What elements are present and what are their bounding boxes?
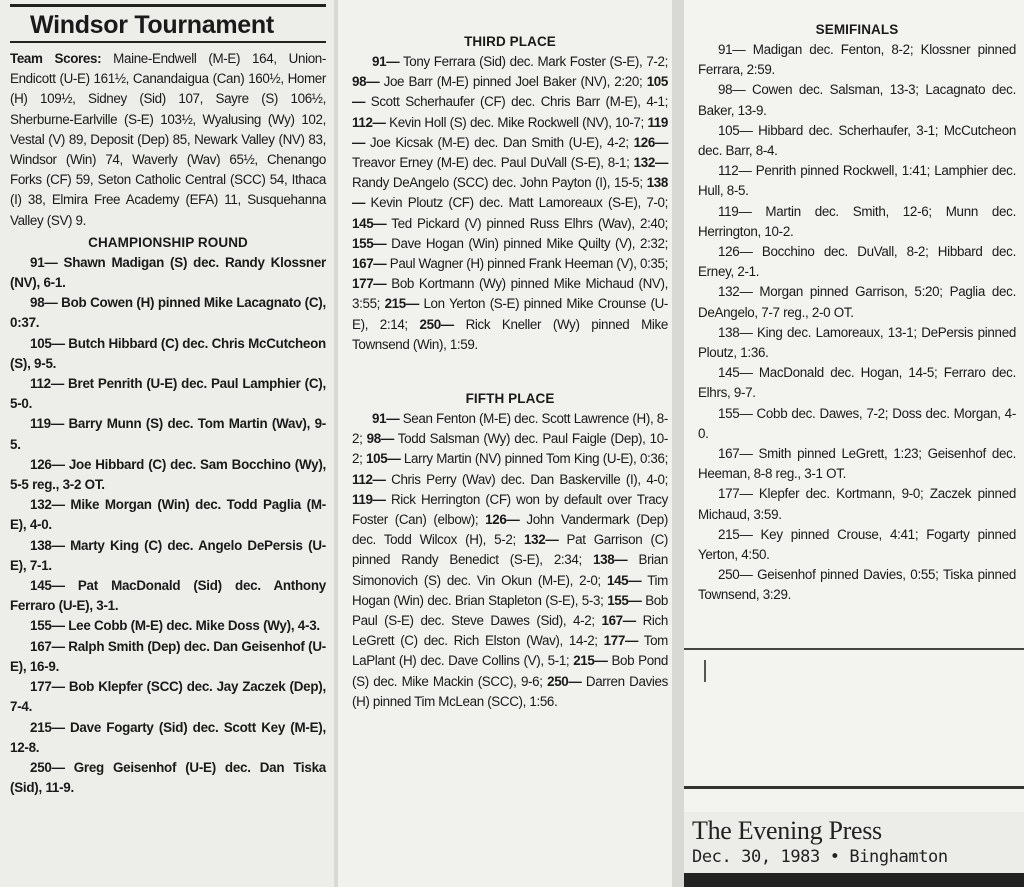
championship-heading: CHAMPIONSHIP ROUND bbox=[88, 234, 248, 250]
weight-class: 126— bbox=[633, 134, 668, 150]
championship-result: 98— Bob Cowen (H) pinned Mike Lacagnato (C), 0:37. bbox=[10, 295, 326, 331]
weight-class: 145— bbox=[606, 572, 642, 588]
weight-class: 112— bbox=[352, 114, 386, 130]
top-rule bbox=[10, 4, 326, 7]
bout-result: Joe Barr (M-E) pinned Joel Baker (NV), 2:20; bbox=[379, 74, 647, 90]
bout-result: Tim Hogan (Win) dec. Brian Stapleton (S-E), 5-3; bbox=[352, 572, 668, 608]
bout-result: Sean Fenton (M-E) dec. Scott Lawrence (H), 8-2; bbox=[352, 411, 668, 447]
weight-class: 155— bbox=[352, 235, 387, 251]
weight-class: 105— bbox=[352, 74, 668, 110]
bout-result: Joe Kicsak (M-E) dec. Dan Smith (U-E), 4-2; bbox=[365, 134, 634, 150]
bout-result: Bob Paul (S-E) dec. Steve Dawes (Sid), 4-2; bbox=[352, 592, 668, 629]
weight-class: 91— bbox=[372, 54, 400, 69]
column-gutter bbox=[672, 0, 684, 887]
weight-class: 119— bbox=[352, 114, 668, 150]
semifinal-result: 112— Penrith pinned Rockwell, 1:41; Lamphier dec. Hull, 8-5. bbox=[698, 163, 1016, 199]
semifinal-result: 155— Cobb dec. Dawes, 7-2; Doss dec. Morgan, 4-0. bbox=[698, 405, 1016, 441]
column-left bbox=[0, 0, 334, 887]
championship-result: 250— Greg Geisenhof (U-E) dec. Dan Tiska (Sid), 11-9. bbox=[10, 759, 326, 796]
semifinals-heading: SEMIFINALS bbox=[815, 22, 899, 37]
championship-result: 145— Pat MacDonald (Sid) dec. Anthony Ferraro (U-E), 3-1. bbox=[10, 578, 326, 614]
weight-class: 177— bbox=[603, 633, 638, 649]
column-tick-mark bbox=[704, 660, 706, 682]
championship-result: 167— Ralph Smith (Dep) dec. Dan Geisenhof (U-E), 16-9. bbox=[10, 638, 326, 674]
semifinal-result: 126— Bocchino dec. DuVall, 8-2; Hibbard dec. Erney, 2-1. bbox=[698, 244, 1016, 280]
championship-result: 126— Joe Hibbard (C) dec. Sam Bocchino (Wy), 5-5 reg., 3-2 OT. bbox=[10, 456, 326, 493]
bout-result: Bob Kortmann (Wy) pinned Mike Michaud (NV), 3:55; bbox=[352, 276, 668, 312]
fifth-place-results bbox=[352, 409, 668, 712]
weight-class: 105— bbox=[366, 451, 401, 467]
weight-class: 119— bbox=[352, 491, 386, 507]
bout-result: Larry Martin (NV) pinned Tom King (U-E), 0:36; bbox=[400, 451, 668, 467]
column-right bbox=[684, 0, 1024, 887]
column-middle bbox=[338, 0, 672, 887]
third-place-heading: THIRD PLACE bbox=[464, 34, 556, 49]
weight-class: 132— bbox=[633, 155, 668, 171]
bout-result: Dave Hogan (Win) pinned Mike Quilty (V), 2:32; bbox=[386, 235, 668, 251]
championship-result: 91— Shawn Madigan (S) dec. Randy Klossner (NV), 6-1. bbox=[10, 254, 326, 291]
article-title: Windsor Tournament bbox=[30, 11, 274, 39]
footer-bar bbox=[684, 873, 1024, 887]
semifinal-result: 177— Klepfer dec. Kortmann, 9-0; Zaczek pinned Michaud, 3:59. bbox=[698, 486, 1016, 522]
title-rule bbox=[10, 41, 326, 43]
championship-result: 105— Butch Hibbard (C) dec. Chris McCutcheon (S), 9-5. bbox=[10, 335, 326, 371]
weight-class: 132— bbox=[524, 532, 559, 548]
newspaper-name: The Evening Press bbox=[692, 816, 882, 845]
weight-class: 98— bbox=[366, 431, 394, 447]
championship-result: 177— Bob Klepfer (SCC) dec. Jay Zaczek (Dep), 7-4. bbox=[10, 679, 326, 715]
bout-result: Rick Kneller (Wy) pinned Mike Townsend (Win), 1:59. bbox=[352, 316, 668, 352]
weight-class: 126— bbox=[485, 512, 520, 528]
newspaper-dateline: Dec. 30, 1983 • Binghamton bbox=[692, 847, 948, 867]
team-scores-label: Team Scores: bbox=[10, 51, 102, 66]
weight-class: 167— bbox=[352, 256, 387, 272]
semifinal-result: 167— Smith pinned LeGrett, 1:23; Geisenhof dec. Heeman, 8-8 reg., 3-1 OT. bbox=[698, 446, 1016, 482]
semifinal-result: 91— Madigan dec. Fenton, 8-2; Klossner pinned Ferrara, 2:59. bbox=[698, 42, 1016, 78]
footer-rule bbox=[684, 786, 1024, 789]
bout-result: Treavor Erney (M-E) dec. Paul DuVall (S-E), 8-1; bbox=[352, 155, 634, 171]
championship-result: 132— Mike Morgan (Win) dec. Todd Paglia (M-E), 4-0. bbox=[10, 497, 326, 533]
team-scores-text: Maine-Endwell (M-E) 164, Union-Endicott (U-E) 161½, Canandaigua (Can) 160½, Homer (H) 109½, Sidney (Sid) 107, Sayre (S) 106½, Sherburne-Earlville (S-E) 103½, Wyalusing (Wy) 102, Vestal (V) 89, Deposit (Dep) 85, Newark Valley (NV) 83, Windsor (Win) 74, Waverly (Wav) 65½, Chenango Forks (CF) 59, Seton Catholic Central (SCC) 54, Ithaca (I) 38, Elmira Free Academy (EFA) 11, Susquehanna Valley (SV) 9. bbox=[10, 51, 327, 228]
weight-class: 145— bbox=[352, 215, 387, 231]
semifinal-result: 105— Hibbard dec. Scherhaufer, 3-1; McCutcheon dec. Barr, 8-4. bbox=[698, 122, 1016, 159]
weight-class: 177— bbox=[352, 276, 387, 292]
bout-result: Lon Yerton (S-E) pinned Mike Crounse (U-E), 2:14; bbox=[352, 296, 668, 332]
bout-result: Darren Davies (H) pinned Tim McLean (SCC), 1:56. bbox=[352, 673, 668, 709]
weight-class: 250— bbox=[547, 673, 582, 689]
semifinal-result: 119— Martin dec. Smith, 12-6; Munn dec. Herrington, 10-2. bbox=[698, 203, 1016, 239]
championship-result: 112— Bret Penrith (U-E) dec. Paul Lamphier (C), 5-0. bbox=[10, 376, 326, 412]
bout-result: Tom LaPlant (H) dec. Dave Collins (V), 5-1; bbox=[352, 633, 668, 669]
weight-class: 250— bbox=[419, 316, 454, 332]
section-rule bbox=[684, 648, 1024, 650]
semifinal-result: 250— Geisenhof pinned Davies, 0:55; Tiska pinned Townsend, 3:29. bbox=[698, 567, 1016, 603]
bout-result: Todd Salsman (Wy) dec. Paul Faigle (Dep), 10-2; bbox=[352, 431, 668, 467]
championship-result: 155— Lee Cobb (M-E) dec. Mike Doss (Wy), 4-3. bbox=[30, 618, 320, 634]
weight-class: 138— bbox=[593, 552, 628, 568]
semifinals-results bbox=[698, 40, 1016, 606]
bout-result: Brian Simonovich (S) dec. Vin Okun (M-E), 2-0; bbox=[352, 552, 668, 588]
championship-result: 138— Marty King (C) dec. Angelo DePersis (U-E), 7-1. bbox=[10, 537, 326, 573]
bout-result: Randy DeAngelo (SCC) dec. John Payton (I), 15-5; bbox=[352, 175, 647, 191]
semifinal-result: 215— Key pinned Crouse, 4:41; Fogarty pinned Yerton, 4:50. bbox=[698, 526, 1016, 563]
bout-result: John Vandermark (Dep) dec. Todd Wilcox (H), 5-2; bbox=[352, 512, 668, 548]
championship-result: 215— Dave Fogarty (Sid) dec. Scott Key (M-E), 12-8. bbox=[10, 719, 326, 755]
weight-class: 91— bbox=[372, 411, 400, 427]
weight-class: 215— bbox=[384, 296, 419, 312]
bout-result: Rick Herrington (CF) won by default over Tracy Foster (Can) (elbow); bbox=[352, 491, 668, 528]
championship-results bbox=[10, 253, 326, 798]
bout-result: Ted Pickard (V) pinned Russ Elhrs (Wav), 2:40; bbox=[386, 215, 668, 231]
bout-result: Rich LeGrett (C) dec. Rich Elston (Wav), 14-2; bbox=[352, 613, 668, 649]
semifinal-result: 145— MacDonald dec. Hogan, 14-5; Ferraro dec. Elhrs, 9-7. bbox=[698, 365, 1016, 401]
weight-class: 167— bbox=[601, 613, 636, 629]
bout-result: Chris Perry (Wav) dec. Dan Baskerville (I), 4-0; bbox=[385, 471, 668, 487]
semifinal-result: 138— King dec. Lamoreaux, 13-1; DePersis pinned Ploutz, 1:36. bbox=[698, 324, 1016, 361]
bout-result: Kevin Holl (S) dec. Mike Rockwell (NV), 10-7; bbox=[385, 114, 648, 130]
weight-class: 215— bbox=[573, 653, 608, 669]
bout-result: Tony Ferrara (Sid) dec. Mark Foster (S-E), 7-2; bbox=[399, 54, 668, 69]
bout-result: Bob Pond (S) dec. Mike Mackin (SCC), 9-6; bbox=[352, 653, 669, 689]
semifinal-result: 98— Cowen dec. Salsman, 13-3; Lacagnato dec. Baker, 13-9. bbox=[698, 82, 1016, 118]
fifth-place-heading: FIFTH PLACE bbox=[465, 391, 555, 407]
weight-class: 138— bbox=[352, 175, 668, 211]
weight-class: 98— bbox=[352, 74, 380, 90]
bout-result: Paul Wagner (H) pinned Frank Heeman (V), 0:35; bbox=[386, 256, 668, 272]
semifinal-result: 132— Morgan pinned Garrison, 5:20; Paglia dec. DeAngelo, 7-7 reg., 2-0 OT. bbox=[698, 284, 1016, 320]
bout-result: Scott Scherhaufer (CF) dec. Chris Barr (M-E), 4-1; bbox=[365, 94, 668, 110]
weight-class: 155— bbox=[607, 592, 642, 608]
championship-result: 119— Barry Munn (S) dec. Tom Martin (Wav), 9-5. bbox=[10, 416, 326, 452]
bout-result: Pat Garrison (C) pinned Randy Benedict (S-E), 2:34; bbox=[352, 532, 668, 568]
bout-result: Kevin Ploutz (CF) dec. Matt Lamoreaux (S-E), 7-0; bbox=[365, 195, 668, 211]
team-scores bbox=[10, 49, 326, 231]
third-place-results bbox=[352, 52, 668, 355]
weight-class: 112— bbox=[352, 471, 386, 487]
